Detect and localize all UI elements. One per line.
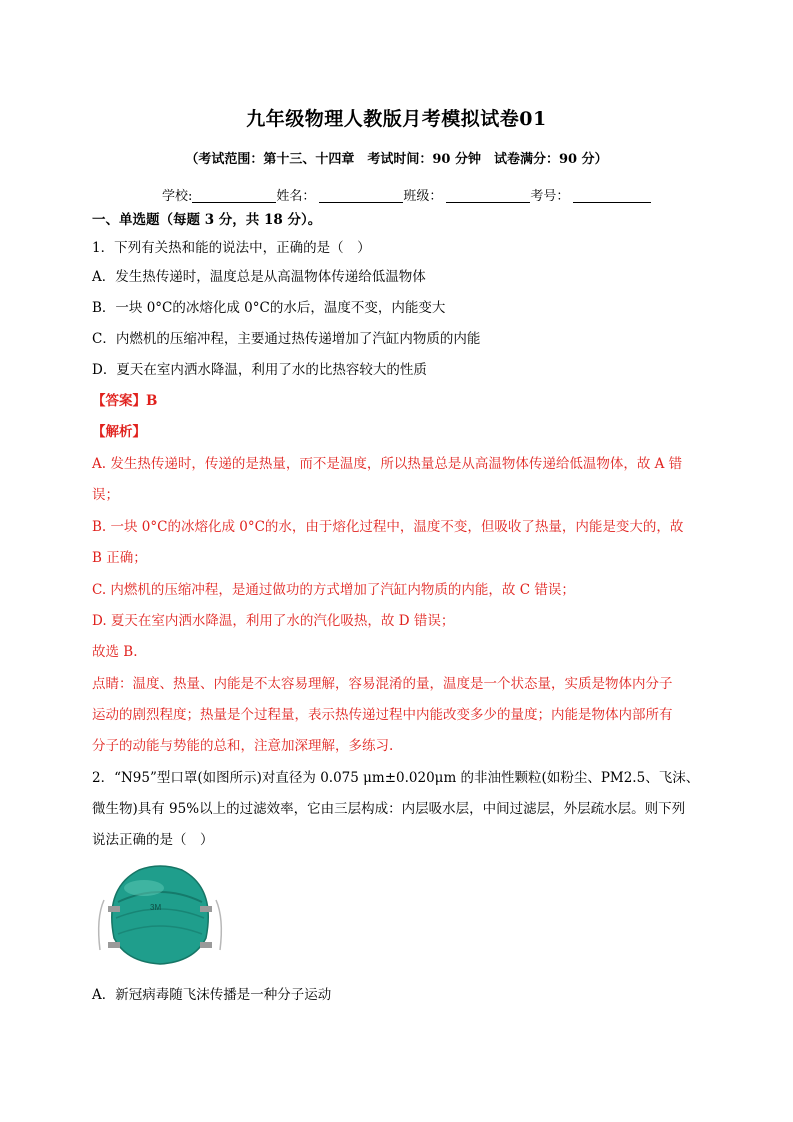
q1-tip-line: 运动的剧烈程度；热量是个过程量，表示热传递过程中内能改变多少的量度；内能是物体内部所有 [92,707,673,723]
student-info-row [162,185,651,204]
class-label: 班级： [403,189,443,204]
n95-mask-icon [94,858,226,968]
q1-tip-line: 分子的动能与势能的总和，注意加深理解，多练习. [92,738,394,754]
q2-stem-line: 2．“N95”型口罩(如图所示)对直径为 0.075 μm±0.020μm 的非油性颗粒(如粉尘、PM2.5、飞沫、 [92,770,700,786]
q1-analysis-line: 误； [92,487,119,503]
q1-option-d: D．夏天在室内洒水降温，利用了水的比热容较大的性质 [92,362,427,378]
q1-tip-line: 点睛：温度、热量、内能是不太容易理解，容易混淆的量，温度是一个状态量，实质是物体内分子 [92,676,673,692]
section-heading: 一、单选题（每题 3 分，共 18 分）。 [92,212,322,228]
q2-stem-line: 微生物)具有 95%以上的过滤效率，它由三层构成：内层吸水层，中间过滤层，外层疏水层。则下列 [92,801,686,817]
q1-analysis-line: C. 内燃机的压缩冲程，是通过做功的方式增加了汽缸内物质的内能，故 C 错误； [92,582,575,598]
exam-no-blank[interactable] [573,188,651,203]
q1-analysis-line: B 正确； [92,550,147,566]
q2-option-a: A．新冠病毒随飞沫传播是一种分子运动 [92,987,332,1003]
school-blank[interactable] [192,188,276,203]
q1-analysis-line: A. 发生热传递时，传递的是热量，而不是温度，所以热量总是从高温物体传递给低温物体，故 A 错 [92,456,683,472]
school-label: 学校: [162,189,193,204]
q1-analysis-line: D. 夏天在室内洒水降温，利用了水的汽化吸热，故 D 错误； [92,613,455,629]
q1-option-b: B．一块 0°C的冰熔化成 0°C的水后，温度不变，内能变大 [92,300,446,316]
q1-answer: 【答案】B [92,393,158,409]
exam-subtitle: （考试范围：第十三、十四章 考试时间：90 分钟 试卷满分：90 分） [185,152,608,167]
q1-stem: 1．下列有关热和能的说法中，正确的是（ ） [92,240,371,256]
q1-analysis-line: B. 一块 0°C的冰熔化成 0°C的水，由于熔化过程中，温度不变，但吸收了热量，内能是变大的，故 [92,519,684,535]
mask-brand-label: 3M [150,903,162,912]
q1-analysis-label: 【解析】 [92,424,146,440]
q1-choice: 故选 B. [92,644,138,660]
q1-option-c: C．内燃机的压缩冲程，主要通过热传递增加了汽缸内物质的内能 [92,331,481,347]
q2-stem-line: 说法正确的是（ ） [92,832,214,848]
page-title: 九年级物理人教版月考模拟试卷01 [246,108,547,130]
class-blank[interactable] [446,188,530,203]
name-label: 姓名： [276,189,316,204]
name-blank[interactable] [319,188,403,203]
exam-no-label: 考号： [530,189,570,204]
q1-option-a: A．发生热传递时，温度总是从高温物体传递给低温物体 [92,269,426,285]
